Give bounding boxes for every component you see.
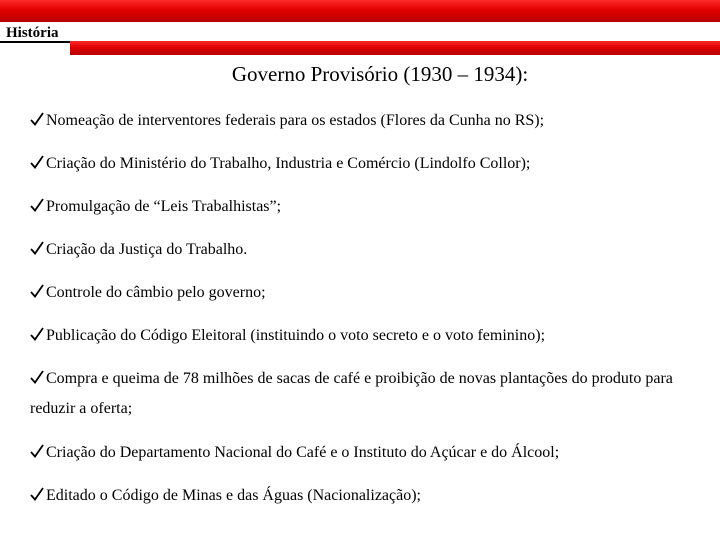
slide-title: Governo Provisório (1930 – 1934): [231, 62, 529, 86]
header-underline-bar [70, 41, 720, 55]
list-item [30, 364, 700, 424]
list-item [30, 235, 700, 265]
bullet-text: Criação da Justiça do Trabalho. [46, 241, 248, 258]
check-icon [30, 240, 44, 256]
list-item [30, 149, 700, 179]
check-icon [30, 283, 44, 299]
header-underline-left [0, 41, 70, 43]
check-icon [30, 154, 44, 170]
bullet-text: Criação do Departamento Nacional do Café e o Instituto do Açúcar e do Álcool; [46, 444, 560, 461]
list-item [30, 438, 700, 468]
bullet-text: Criação do Ministério do Trabalho, Industria e Comércio (Lindolfo Collor); [46, 155, 531, 172]
bullet-text: Controle do câmbio pelo governo; [46, 284, 266, 301]
check-icon [30, 486, 44, 502]
list-item [30, 481, 700, 511]
bullet-text: Publicação do Código Eleitoral (instituindo o voto secreto e o voto feminino); [46, 327, 546, 344]
check-icon [30, 369, 44, 385]
check-icon [30, 111, 44, 127]
section-label-row [0, 22, 720, 42]
list-item [30, 192, 700, 222]
list-item [30, 278, 700, 308]
section-label: História [6, 25, 59, 41]
header-top-bar [0, 0, 720, 22]
check-icon [30, 326, 44, 342]
check-icon [30, 443, 44, 459]
check-icon [30, 197, 44, 213]
list-item [30, 321, 700, 351]
bullet-text: Nomeação de interventores federais para os estados (Flores da Cunha no RS); [46, 112, 545, 129]
bullet-text: Promulgação de “Leis Trabalhistas”; [46, 198, 282, 215]
bullet-text: Compra e queima de 78 milhões de sacas de café e proibição de novas plantações do produto para reduzir a oferta; [30, 370, 673, 417]
list-item [30, 106, 700, 136]
bullet-text: Editado o Código de Minas e das Águas (Nacionalização); [46, 487, 421, 504]
bullet-list [30, 106, 700, 524]
